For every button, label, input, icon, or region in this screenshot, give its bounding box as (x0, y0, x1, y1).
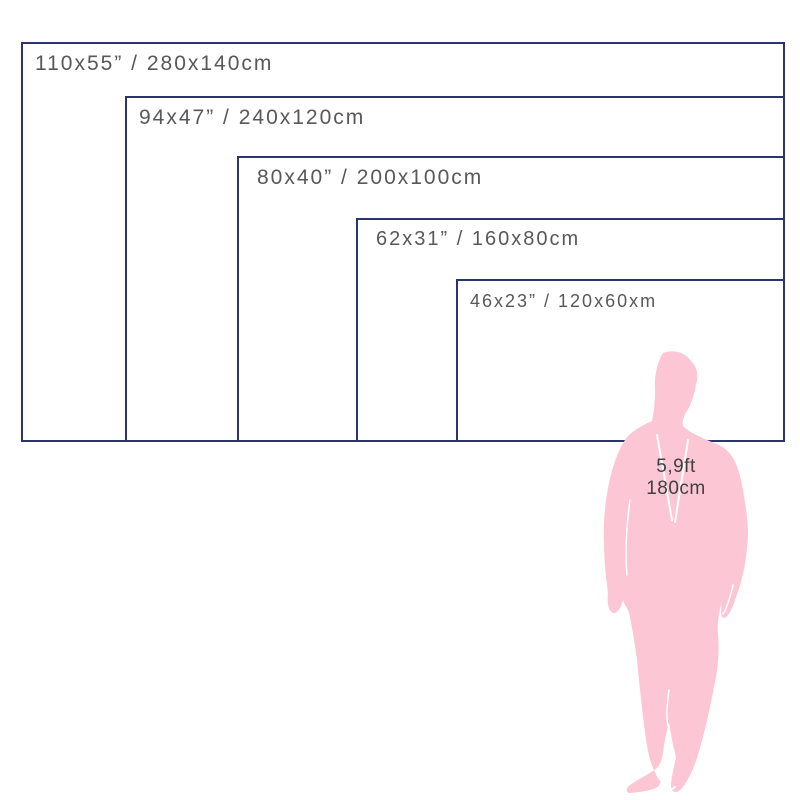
size-label-120x60: 46x23” / 120x60xm (470, 291, 658, 311)
person-height-ft: 5,9ft (656, 456, 696, 477)
person-silhouette-icon (585, 350, 757, 795)
size-label-160x80: 62x31” / 160x80cm (376, 228, 581, 250)
size-label-200x100: 80x40” / 200x100cm (257, 166, 484, 189)
size-label-280x140: 110x55” / 280x140cm (35, 52, 274, 75)
person-body-shape (604, 351, 748, 793)
person-height-label (616, 456, 736, 500)
person-height-cm: 180cm (646, 478, 706, 499)
size-label-240x120: 94x47” / 240x120cm (139, 106, 366, 129)
